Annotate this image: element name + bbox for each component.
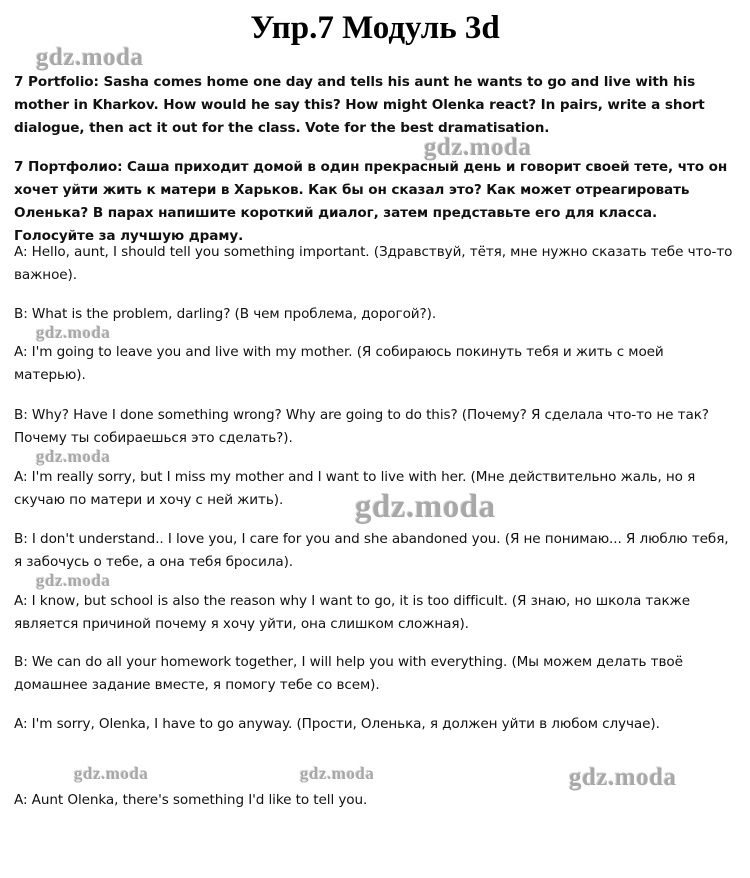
dialogue-line: B: I don't understand.. I love you, I care for you and she abandoned you. (Я не понимаю... Я люблю тебя, я забочусь о тебе, а она тебя бросила). xyxy=(14,531,729,570)
dialogue-line: B: We can do all your homework together, I will help you with everything. (Мы можем делать твоё домашнее задание вместе, я помогу тебе со всем). xyxy=(14,654,683,693)
dialogue-line: A: I'm going to leave you and live with my mother. (Я собираюсь покинуть тебя и жить с моей матерью). xyxy=(14,344,664,383)
watermark: gdz.moda xyxy=(36,323,111,342)
page-title: Упр.7 Модуль 3d xyxy=(250,10,500,46)
task-english: 7 Portfolio: Sasha comes home one day and tells his aunt he wants to go and live with his mother in Kharkov. How would he say this? How might Olenka react? In pairs, write a short dialogue, then act it out for the class. Vote for the best dramatisation. xyxy=(14,74,705,136)
dialogue-line: B: Why? Have I done something wrong? Why are going to do this? (Почему? Я сделала что-то не так? Почему ты собираешься это сделать?). xyxy=(14,407,709,446)
watermark: gdz.moda xyxy=(36,571,111,590)
watermark: gdz.moda xyxy=(36,44,144,71)
dialogue-line: B: What is the problem, darling? (В чем проблема, дорогой?). xyxy=(14,306,437,322)
watermark: gdz.moda xyxy=(424,134,532,161)
watermark: gdz.moda xyxy=(74,764,149,783)
task-russian: 7 Портфолио: Саша приходит домой в один прекрасный день и говорит своей тете, что он хочет уйти жить к матери в Харьков. Как бы он сказал это? Как может отреагировать Оленька? В парах напишите короткий диалог, затем представьте его для класса. Голосуйте за лучшую драму. xyxy=(14,159,728,244)
dialogue-line: A: I know, but school is also the reason why I want to go, it is too difficult. (Я знаю, но школа также является причиной почему я хочу уйти, она слишком сложная). xyxy=(14,593,690,632)
watermark: gdz.moda xyxy=(300,764,375,783)
dialogue-line: A: Aunt Olenka, there's something I'd like to tell you. xyxy=(14,792,368,808)
dialogue-line: A: I'm sorry, Olenka, I have to go anyway. (Прости, Оленька, я должен уйти в любом случае). xyxy=(14,716,660,732)
watermark: gdz.moda xyxy=(36,447,111,466)
watermark: gdz.moda xyxy=(569,764,677,791)
dialogue-line: A: Hello, aunt, I should tell you something important. (Здравствуй, тётя, мне нужно сказать тебе что-то важное). xyxy=(14,244,733,283)
dialogue-line: A: I'm really sorry, but I miss my mother and I want to live with her. (Мне действительно жаль, но я скучаю по матери и хочу с ней жить). xyxy=(14,469,696,508)
watermark: gdz.moda xyxy=(355,489,496,525)
